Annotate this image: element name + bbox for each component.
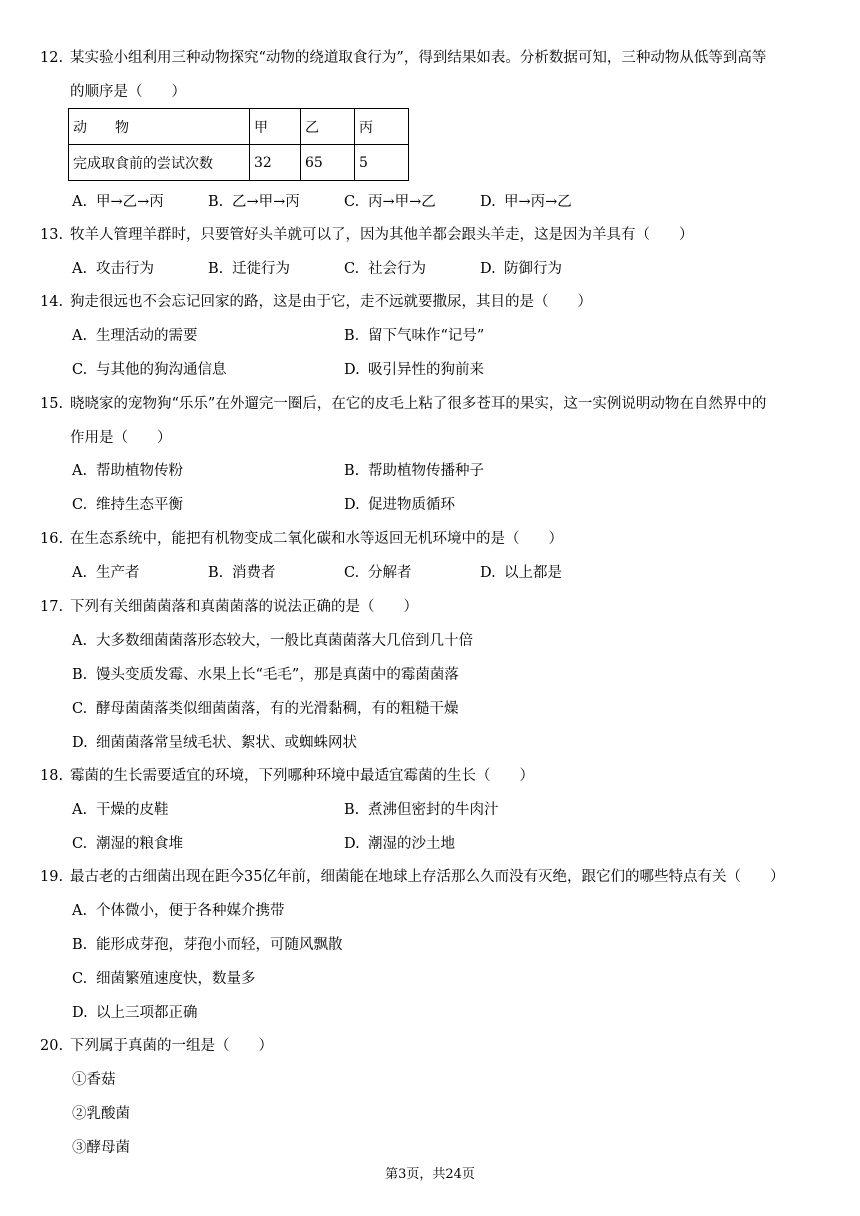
option-b: B. 馒头变质发霉、水果上长“毛毛”，那是真菌中的霉菌菌落 — [72, 667, 459, 683]
option-c: C. 维持生态平衡 — [72, 497, 183, 513]
question-text: 下列有关细菌菌落和真菌菌落的说法正确的是（ ） — [70, 599, 418, 615]
list-item: ①香菇 — [72, 1072, 116, 1088]
table-cell: 动 物 — [69, 109, 250, 145]
option-d: D. 吸引异性的狗前来 — [344, 362, 484, 378]
table-cell: 5 — [355, 145, 409, 181]
question-number: 14. — [40, 294, 64, 310]
option-c: C. 丙→甲→乙 — [344, 194, 436, 210]
option-d: D. 促进物质循环 — [344, 497, 455, 513]
question-13-stem — [40, 225, 694, 245]
option-d: D. 甲→丙→乙 — [480, 194, 572, 210]
option-c: C. 分解者 — [344, 565, 412, 581]
question-text: 某实验小组利用三种动物探究“动物的绕道取食行为”，得到结果如表。分析数据可知，三种动物从低等到高等 — [70, 50, 767, 66]
question-number: 20. — [40, 1038, 64, 1054]
question-19-stem — [40, 867, 784, 887]
option-d: D. 潮湿的沙土地 — [344, 836, 455, 852]
option-a: A. 甲→乙→丙 — [72, 194, 164, 210]
question-number: 17. — [40, 599, 64, 615]
option-b: B. 迁徙行为 — [208, 261, 290, 277]
animal-trial-table — [68, 108, 409, 181]
option-d: D. 以上三项都正确 — [72, 1005, 198, 1021]
question-number: 18. — [40, 768, 64, 784]
question-15-stem-line-2: 作用是（ ） — [70, 430, 172, 446]
table-row — [69, 109, 409, 145]
option-c: C. 酵母菌菌落类似细菌菌落，有的光滑黏稠，有的粗糙干燥 — [72, 701, 459, 717]
question-12-stem-line-2: 的顺序是（ ） — [70, 84, 186, 100]
question-14-stem — [40, 292, 592, 312]
table-cell: 甲 — [250, 109, 301, 145]
option-a: A. 生理活动的需要 — [72, 328, 198, 344]
option-a: A. 帮助植物传粉 — [72, 463, 183, 479]
option-a: A. 攻击行为 — [72, 261, 154, 277]
question-number: 12. — [40, 50, 64, 66]
question-20-stem — [40, 1036, 273, 1056]
table-cell: 完成取食前的尝试次数 — [69, 145, 250, 181]
question-18-stem — [40, 766, 534, 786]
option-b: B. 乙→甲→丙 — [208, 194, 300, 210]
option-a: A. 大多数细菌菌落形态较大，一般比真菌菌落大几倍到几十倍 — [72, 633, 473, 649]
question-16-stem — [40, 529, 563, 549]
table-row — [69, 145, 409, 181]
option-a: A. 个体微小，便于各种媒介携带 — [72, 903, 285, 919]
question-15-stem-line-1 — [40, 394, 766, 414]
option-b: B. 帮助植物传播种子 — [344, 463, 484, 479]
option-c: C. 潮湿的粮食堆 — [72, 836, 183, 852]
option-d: D. 防御行为 — [480, 261, 562, 277]
list-item: ③酵母菌 — [72, 1140, 130, 1156]
table-cell: 乙 — [301, 109, 355, 145]
question-text: 晓晓家的宠物狗“乐乐”在外遛完一圈后，在它的皮毛上粘了很多苍耳的果实，这一实例说明动物在自然界中的 — [70, 396, 767, 412]
option-c: C. 细菌繁殖速度快，数量多 — [72, 971, 256, 987]
question-text: 下列属于真菌的一组是（ ） — [70, 1038, 273, 1054]
option-b: B. 留下气味作“记号” — [344, 328, 485, 344]
question-12-stem-line-1 — [40, 48, 766, 68]
option-d: D. 以上都是 — [480, 565, 562, 581]
list-item: ②乳酸菌 — [72, 1106, 130, 1122]
page-footer: 第3页，共24页 — [385, 1167, 475, 1182]
option-a: A. 干燥的皮鞋 — [72, 802, 169, 818]
option-b: B. 能形成芽孢，芽孢小而轻，可随风飘散 — [72, 937, 343, 953]
question-text: 狗走很远也不会忘记回家的路，这是由于它，走不远就要撒尿，其目的是（ ） — [70, 294, 592, 310]
option-a: A. 生产者 — [72, 565, 140, 581]
question-text: 最古老的古细菌出现在距今35亿年前，细菌能在地球上存活那么久而没有灭绝，跟它们的哪些特点有关（ ） — [70, 869, 785, 885]
question-text: 霉菌的生长需要适宜的环境，下列哪种环境中最适宜霉菌的生长（ ） — [70, 768, 534, 784]
table-cell: 65 — [301, 145, 355, 181]
question-number: 13. — [40, 227, 64, 243]
table-cell: 32 — [250, 145, 301, 181]
question-17-stem — [40, 597, 418, 617]
option-c: C. 社会行为 — [344, 261, 426, 277]
option-b: B. 消费者 — [208, 565, 276, 581]
option-c: C. 与其他的狗沟通信息 — [72, 362, 227, 378]
question-number: 16. — [40, 531, 64, 547]
question-number: 19. — [40, 869, 64, 885]
option-b: B. 煮沸但密封的牛肉汁 — [344, 802, 499, 818]
question-number: 15. — [40, 396, 64, 412]
option-d: D. 细菌菌落常呈绒毛状、絮状、或蜘蛛网状 — [72, 735, 357, 751]
question-text: 在生态系统中，能把有机物变成二氧化碳和水等返回无机环境中的是（ ） — [70, 531, 563, 547]
table-cell: 丙 — [355, 109, 409, 145]
question-text: 牧羊人管理羊群时，只要管好头羊就可以了，因为其他羊都会跟头羊走，这是因为羊具有（ ） — [70, 227, 694, 243]
